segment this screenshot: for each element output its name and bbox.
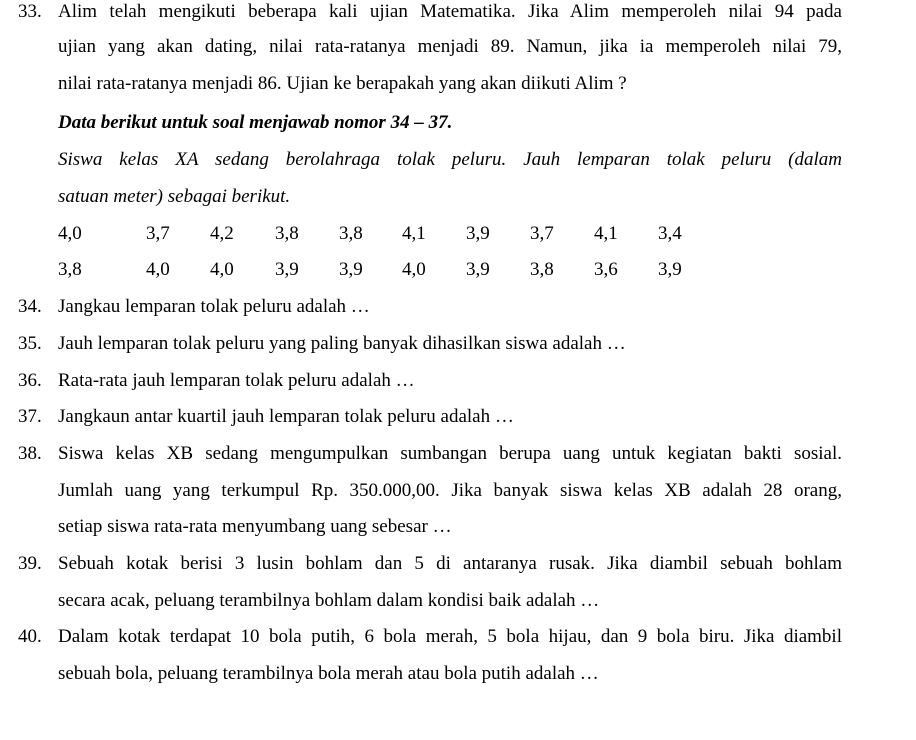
- question-text-line: Alim telah mengikuti beberapa kali ujian Matematika. Jika Alim memperoleh nilai 94 pada: [58, 1, 842, 22]
- data-cell: 4,1: [594, 223, 618, 244]
- data-cell: 3,8: [275, 223, 299, 244]
- question-text-line: Jumlah uang yang terkumpul Rp. 350.000,00. Jika banyak siswa kelas XB adalah 28 orang,: [58, 480, 842, 501]
- data-cell: 3,9: [658, 259, 682, 280]
- question-number: 33.: [18, 1, 42, 22]
- question-text-line: ujian yang akan dating, nilai rata-ratanya menjadi 89. Namun, jika ia memperoleh nilai 79,: [58, 36, 842, 57]
- data-cell: 4,0: [402, 259, 426, 280]
- data-intro-line: Siswa kelas XA sedang berolahraga tolak peluru. Jauh lemparan tolak peluru (dalam: [58, 149, 842, 170]
- question-number: 40.: [18, 626, 42, 647]
- data-cell: 3,9: [466, 223, 490, 244]
- data-intro-line: satuan meter) sebagai berikut.: [58, 186, 291, 207]
- data-cell: 3,9: [275, 259, 299, 280]
- data-cell: 3,4: [658, 223, 682, 244]
- question-number: 35.: [18, 333, 42, 354]
- data-cell: 3,7: [530, 223, 554, 244]
- question-number: 36.: [18, 370, 42, 391]
- question-number: 37.: [18, 406, 42, 427]
- data-cell: 3,8: [58, 259, 82, 280]
- data-header: Data berikut untuk soal menjawab nomor 34 – 37.: [58, 112, 453, 133]
- question-number: 34.: [18, 296, 42, 317]
- data-cell: 3,9: [466, 259, 490, 280]
- question-text-line: secara acak, peluang terambilnya bohlam dalam kondisi baik adalah …: [58, 590, 600, 611]
- data-cell: 3,6: [594, 259, 618, 280]
- question-text-line: Jauh lemparan tolak peluru yang paling banyak dihasilkan siswa adalah …: [58, 333, 626, 354]
- question-text-line: sebuah bola, peluang terambilnya bola merah atau bola putih adalah …: [58, 663, 599, 684]
- question-number: 39.: [18, 553, 42, 574]
- question-text-line: Rata-rata jauh lemparan tolak peluru adalah …: [58, 370, 415, 391]
- data-cell: 4,1: [402, 223, 426, 244]
- question-text-line: Jangkau lemparan tolak peluru adalah …: [58, 296, 370, 317]
- data-cell: 3,8: [530, 259, 554, 280]
- data-cell: 3,8: [339, 223, 363, 244]
- question-text-line: Dalam kotak terdapat 10 bola putih, 6 bola merah, 5 bola hijau, dan 9 bola biru. Jika diambil: [58, 626, 842, 647]
- question-text-line: Siswa kelas XB sedang mengumpulkan sumbangan berupa uang untuk kegiatan bakti sosial.: [58, 443, 842, 464]
- data-cell: 4,0: [210, 259, 234, 280]
- data-cell: 4,2: [210, 223, 234, 244]
- question-text-line: nilai rata-ratanya menjadi 86. Ujian ke berapakah yang akan diikuti Alim ?: [58, 73, 627, 94]
- data-cell: 4,0: [58, 223, 82, 244]
- question-text-line: Sebuah kotak berisi 3 lusin bohlam dan 5 di antaranya rusak. Jika diambil sebuah bohlam: [58, 553, 842, 574]
- question-text-line: Jangkaun antar kuartil jauh lemparan tolak peluru adalah …: [58, 406, 514, 427]
- data-cell: 3,9: [339, 259, 363, 280]
- question-text-line: setiap siswa rata-rata menyumbang uang sebesar …: [58, 516, 452, 537]
- data-cell: 3,7: [146, 223, 170, 244]
- data-cell: 4,0: [146, 259, 170, 280]
- question-number: 38.: [18, 443, 42, 464]
